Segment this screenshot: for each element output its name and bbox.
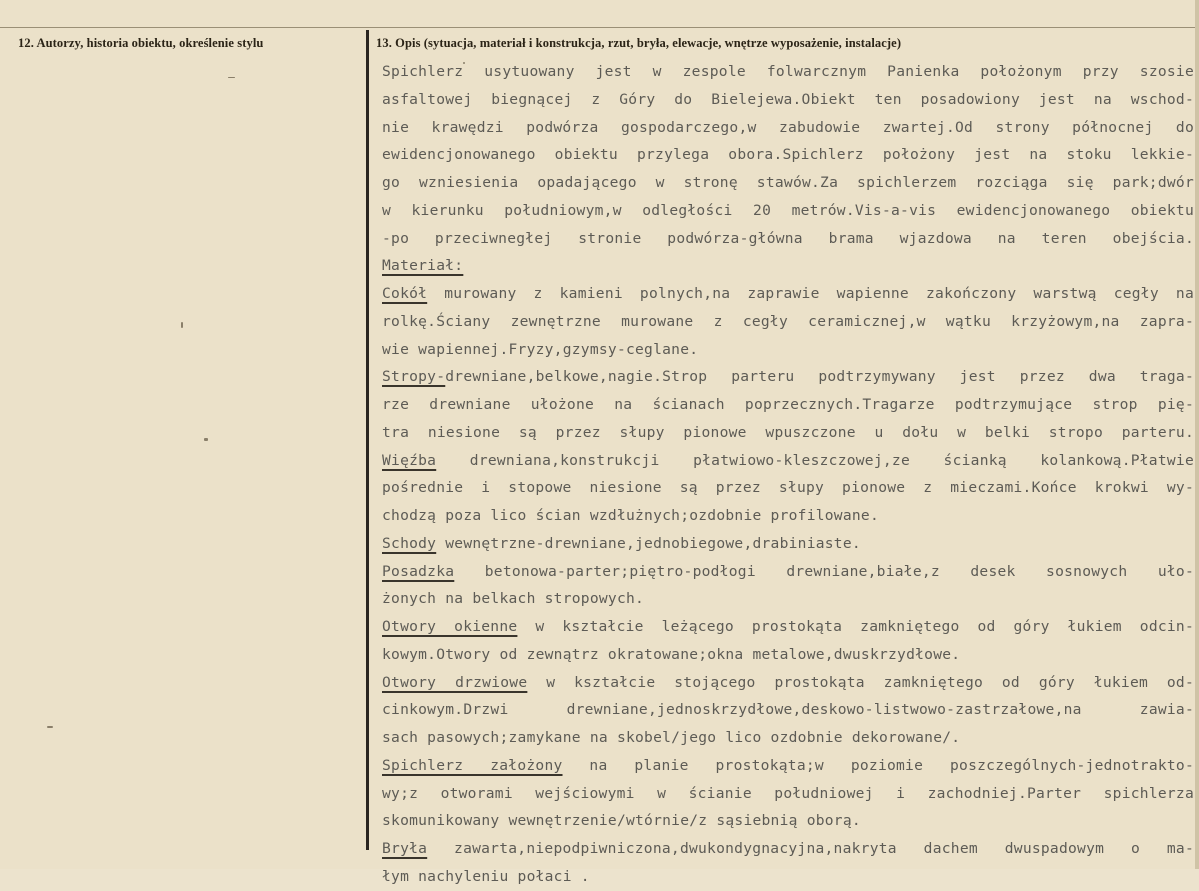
line-text: asfaltowej biegnącej z Góry do Bielejewa.Obiekt ten posadowiony jest na wschod-: [382, 90, 1194, 108]
text-line: [382, 391, 1194, 419]
line-text: wy;z otworami wejściowymi w ścianie południowej i zachodniej.Parter spichlerza: [382, 784, 1194, 802]
text-line: [382, 474, 1194, 502]
line-text: skomunikowany wewnętrzenie/wtórnie/z sąsiebnią oborą.: [382, 812, 861, 830]
text-line: [382, 641, 1194, 669]
text-line: [382, 363, 1194, 391]
text-line: [382, 530, 1194, 558]
text-line: [382, 752, 1194, 780]
text-line: [382, 308, 1194, 336]
text-line: [382, 419, 1194, 447]
line-text: -po przeciwnegłej stronie podwórza-główna brama wjazdowa na teren obejścia.: [382, 229, 1194, 247]
text-line: [382, 585, 1194, 613]
line-text: w kształcie stojącego prostokąta zamkniętego od góry łukiem od-: [527, 673, 1194, 691]
text-line: [382, 280, 1194, 308]
text-line: [382, 169, 1194, 197]
paper-mark: [47, 726, 53, 728]
line-text: tra niesione są przez słupy pionowe wpuszczone u dołu w belki stropo parteru.: [382, 423, 1194, 441]
line-text: murowany z kamieni polnych,na zaprawie wapienne zakończony warstwą cegły na: [427, 285, 1194, 302]
line-text: nie krawędzi podwórza gospodarczego,w zabudowie zwartej.Od strony północnej do: [382, 118, 1194, 136]
line-text: wie wapiennej.Fryzy,gzymsy-ceglane.: [382, 340, 699, 358]
line-text: Spichlerz usytuowany jest w zespole folwarcznym Panienka położonym przy szosie: [382, 63, 1194, 80]
underlined-keyword: Spichlerz założony: [382, 756, 563, 774]
underlined-keyword: Posadzka: [382, 562, 455, 580]
line-text: rolkę.Ściany zewnętrzne murowane z cegły ceramicznej,w wątku krzyżowym,na zapra-: [382, 312, 1194, 330]
underlined-keyword: Otwory okienne: [382, 618, 518, 635]
underlined-keyword: Otwory drzwiowe: [382, 673, 528, 691]
line-text: ewidencjonowanego obiektu przylega obora.Spichlerz położony jest na stoku lekkie-: [382, 146, 1194, 164]
text-line: [382, 807, 1194, 835]
line-text: chodzą poza lico ścian wzdłużnych;ozdobnie profilowane.: [382, 507, 879, 524]
column-divider: [366, 30, 369, 850]
line-text: w kształcie leżącego prostokąta zamkniętego od góry łukiem odcin-: [517, 618, 1194, 635]
underlined-keyword: Więźba: [382, 451, 437, 469]
underlined-keyword: Cokół: [382, 285, 428, 302]
text-line: [382, 336, 1194, 364]
line-text: betonowa-parter;piętro-podłogi drewniane,białe,z desek sosnowych uło-: [454, 562, 1194, 580]
line-text: sach pasowych;zamykane na skobel/jego lico ozdobnie dekorowane/.: [382, 729, 961, 746]
text-line: [382, 780, 1194, 808]
page-edge: [1195, 0, 1199, 869]
line-text: kowym.Otwory od zewnątrz okratowane;okna metalowe,dwuskrzydłowe.: [382, 645, 961, 663]
text-line: [382, 669, 1194, 697]
line-text: drewniana,konstrukcji płatwiowo-kleszczowej,ze ścianką kolankową.Płatwie: [436, 451, 1194, 469]
text-line: [382, 114, 1194, 142]
underlined-keyword: Schody: [382, 534, 437, 552]
paper-mark: [228, 77, 235, 78]
line-text: rze drewniane ułożone na ścianach poprzecznych.Tragarze podtrzymujące strop pię-: [382, 396, 1194, 413]
text-line: [382, 447, 1194, 475]
text-line: [382, 252, 1194, 280]
line-text: w kierunku południowym,w odległości 20 metrów.Vis-a-vis ewidencjonowanego obiektu: [382, 201, 1194, 219]
line-text: na planie prostokąta;w poziomie poszczególnych-jednotrakto-: [562, 756, 1194, 774]
text-line: [382, 502, 1194, 530]
text-line: [382, 696, 1194, 724]
line-text: łym nachyleniu połaci .: [382, 867, 590, 885]
paper-mark: [204, 438, 208, 441]
text-line: [382, 225, 1194, 253]
underlined-keyword: Materiał:: [382, 257, 464, 275]
text-line: [382, 58, 1194, 86]
header-rule: [0, 27, 1199, 28]
text-line: [382, 558, 1194, 586]
text-line: [382, 724, 1194, 752]
text-line: [382, 613, 1194, 641]
text-line: [382, 197, 1194, 225]
description-text: [382, 58, 1194, 891]
text-line: [382, 863, 1194, 891]
line-text: pośrednie i stopowe niesione są przez słupy pionowe z mieczami.Końce krokwi wy-: [382, 479, 1194, 497]
text-line: [382, 141, 1194, 169]
line-text: zawarta,niepodpiwniczona,dwukondygnacyjna,nakryta dachem dwuspadowym o ma-: [427, 840, 1194, 857]
underlined-keyword: Bryła: [382, 840, 428, 857]
line-text: cinkowym.Drzwi drewniane,jednoskrzydłowe,deskowo-listwowo-zastrzałowe,na zawia-: [382, 701, 1194, 719]
paper-mark: [181, 322, 183, 328]
underlined-keyword: Stropy-: [382, 368, 446, 386]
line-text: żonych na belkach stropowych.: [382, 590, 645, 608]
line-text: go wzniesienia opadającego w stronę stawów.Za spichlerzem rozciąga się park;dwór: [382, 174, 1194, 191]
section-12-heading: 12. Autorzy, historia obiektu, określenie stylu: [18, 36, 264, 50]
section-13-heading: 13. Opis (sytuacja, materiał i konstrukcja, rzut, bryła, elewacje, wnętrze wyposażenie, instalacje): [376, 36, 902, 50]
line-text: drewniane,belkowe,nagie.Strop parteru podtrzymywany jest przez dwa traga-: [445, 368, 1194, 386]
line-text: wewnętrzne-drewniane,jednobiegowe,drabiniaste.: [436, 534, 861, 552]
text-line: [382, 835, 1194, 863]
text-line: [382, 86, 1194, 114]
